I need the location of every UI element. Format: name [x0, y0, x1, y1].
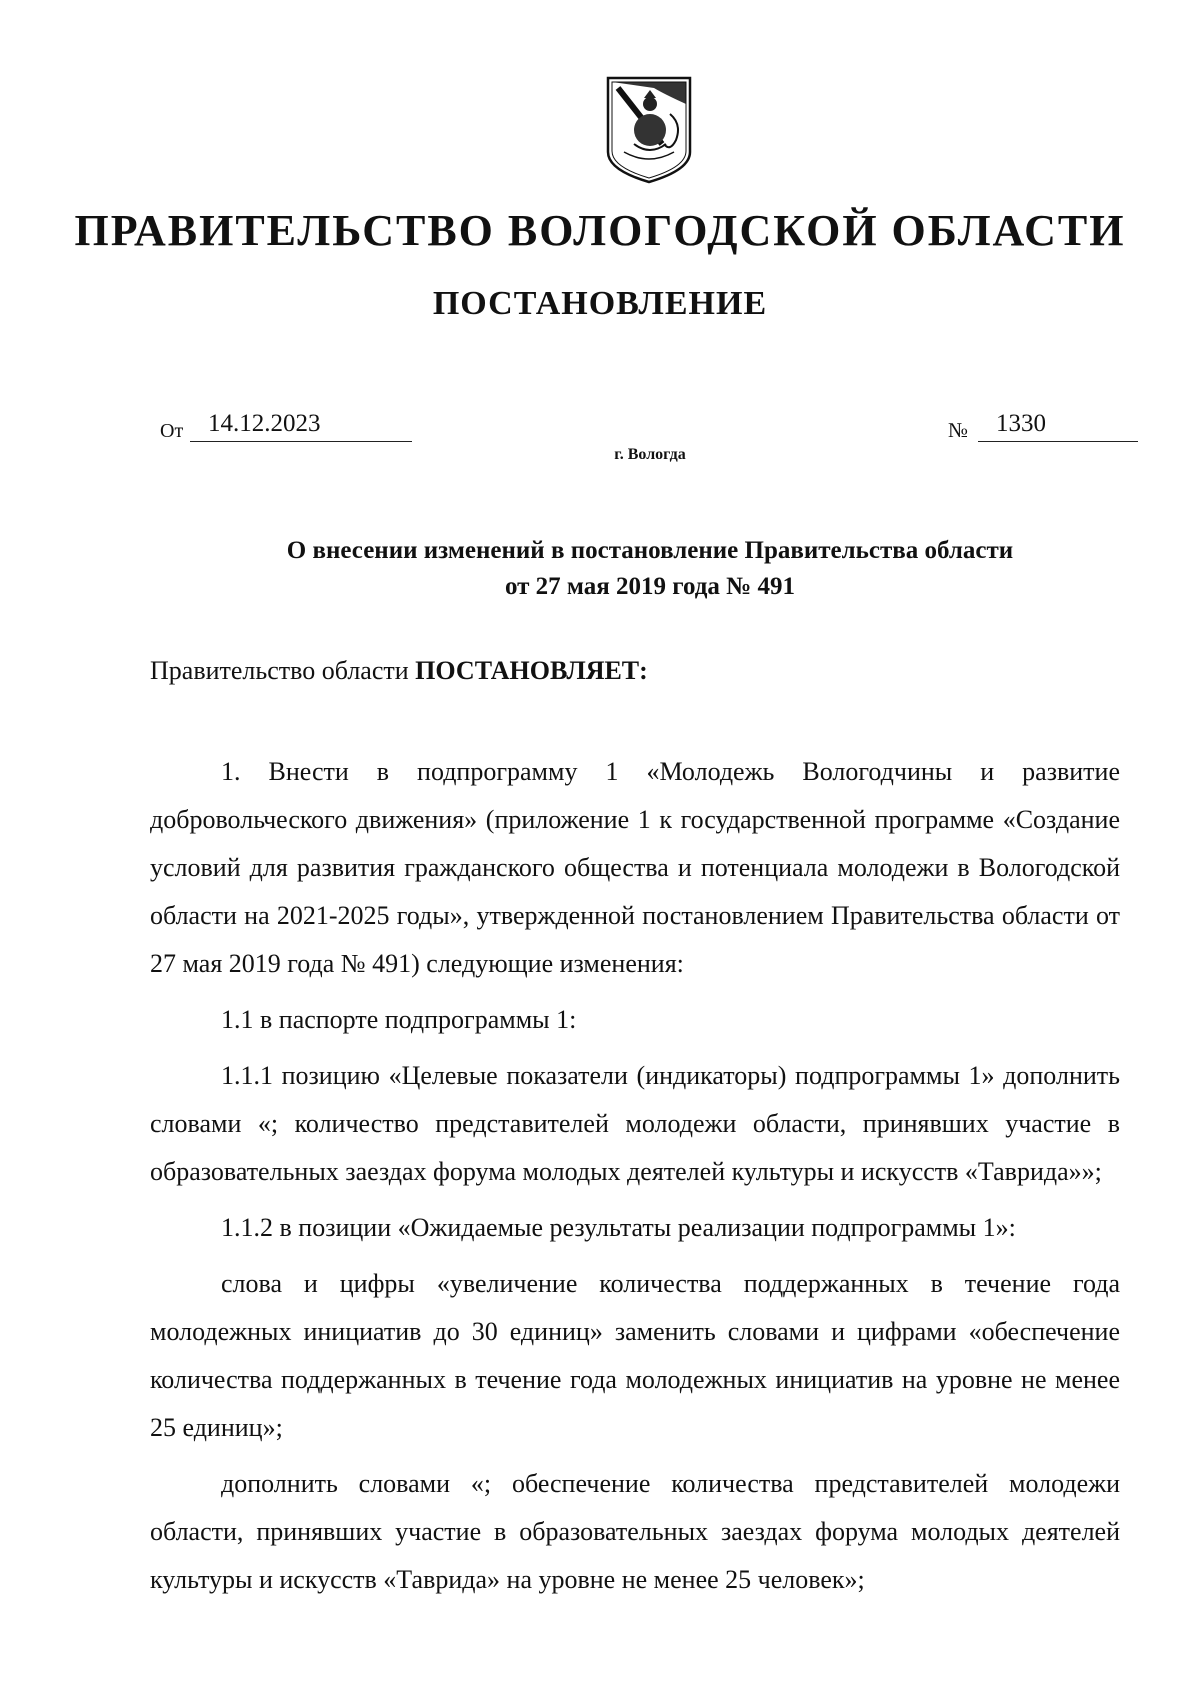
- date-value: 14.12.2023: [190, 410, 412, 442]
- city-label: г. Вологда: [614, 446, 686, 463]
- government-title: ПРАВИТЕЛЬСТВО ВОЛОГОДСКОЙ ОБЛАСТИ: [74, 206, 1126, 255]
- document-body: [150, 748, 1120, 1604]
- paragraph-1-1: 1.1 в паспорте подпрограммы 1:: [221, 1005, 577, 1034]
- preamble-text: Правительство области: [150, 656, 416, 685]
- subject-line-2: от 27 мая 2019 года № 491: [504, 573, 796, 600]
- paragraph-add-words: дополнить словами «; обеспечение количества представителей молодежи области, принявших участие в образовательных заездах форума молодых деятелей культуры и искусств «Таврида» на уровне не менее 25 человек»;: [150, 1469, 1120, 1594]
- paragraph-1-1-1: 1.1.1 позицию «Целевые показатели (индикаторы) подпрограммы 1» дополнить словами «; количество представителей молодежи области, принявших участие в образовательных заездах форума молодых деятелей культуры и искусств «Таврида»»;: [150, 1061, 1120, 1186]
- paragraph-1-1-2: 1.1.2 в позиции «Ожидаемые результаты реализации подпрограммы 1»:: [221, 1213, 1016, 1242]
- paragraph-replace-words: слова и цифры «увеличение количества поддержанных в течение года молодежных инициатив до 30 единиц» заменить словами и цифрами «обеспечение количества поддержанных в течение года молодежных инициатив на уровне не менее 25 единиц»;: [150, 1269, 1120, 1442]
- number-prefix: №: [948, 418, 969, 442]
- document-type: ПОСТАНОВЛЕНИЕ: [432, 285, 768, 322]
- coat-of-arms-icon: [604, 74, 694, 186]
- date-prefix: От: [160, 420, 184, 442]
- document-subject: [100, 533, 1200, 605]
- subject-line-1: О внесении изменений в постановление Правительства области: [286, 537, 1014, 564]
- preamble-resolves: ПОСТАНОВЛЯЕТ:: [415, 656, 648, 685]
- document-date: [160, 410, 416, 444]
- number-value: 1330: [978, 410, 1138, 442]
- preamble: [150, 656, 648, 686]
- document-number: [948, 410, 1138, 444]
- coat-of-arms-emblem: [604, 74, 694, 186]
- paragraph-1: 1. Внести в подпрограмму 1 «Молодежь Вологодчины и развитие добровольческого движения» (приложение 1 к государственной программе «Создание условий для развития гражданского общества и потенциала молодежи в Вологодской области на 2021-2025 годы», утвержденной постановлением Правительства области от 27 мая 2019 года № 491) следующие изменения:: [150, 757, 1120, 978]
